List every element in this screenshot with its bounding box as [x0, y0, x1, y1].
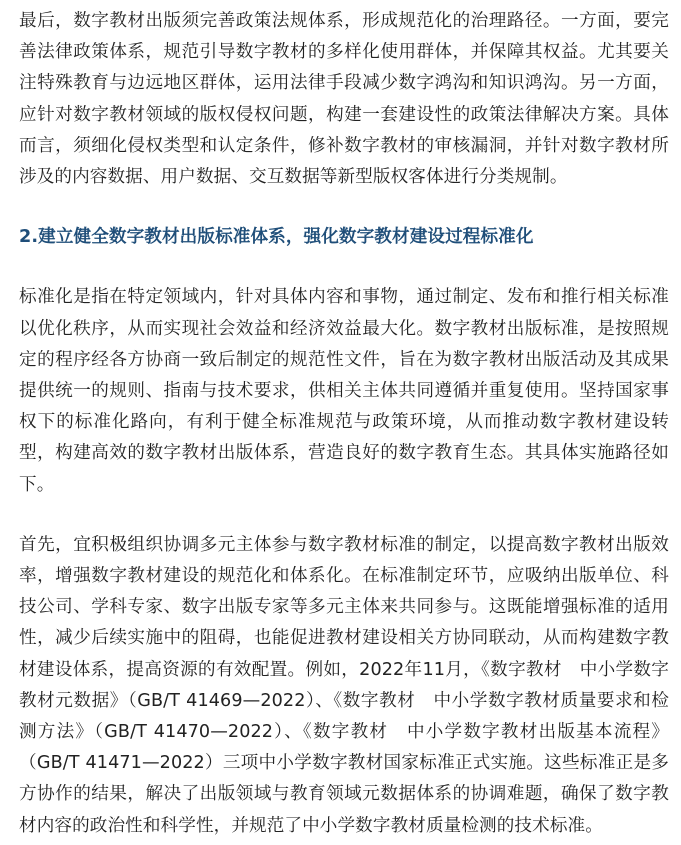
section-heading-standards: 2.建立健全数字教材出版标准体系，强化数字教材建设过程标准化 — [19, 227, 534, 248]
paragraph-standardization-definition: 标准化是指在特定领域内，针对具体内容和事物，通过制定、发布和推行相关标准以优化秩序，从而实现社会效益和经济效益最大化。数字教材出版标准，是按照规定的程序经各方协商一致后制定的规范性文件，旨在为数字教材出版活动及其成果提供统一的规则、指南与技术要求，供相关主体共同遵循并重复使用。坚持国家事权下的标准化路向，有利于健全标准规范与政策环境，从而推动数字教材建设转型，构建高效的数字教材出版体系，营造良好的数字教育生态。其具体实施路径如下。 — [19, 287, 669, 495]
paragraph-gap — [19, 193, 669, 222]
paragraph-multi-stakeholder: 首先，宜积极组织协调多元主体参与数字教材标准的制定，以提高数字教材出版效率，增强数字教材建设的规范化和体系化。在标准制定环节，应吸纳出版单位、科技公司、学科专家、数字出版专家等多元主体来共同参与。这既能增强标准的适用性，减少后续实施中的阻碍，也能促进教材建设相关方协同联动，从而构建数字教材建设体系，提高资源的有效配置。例如，2022年11月，《数字教材 中小学数字教材元数据》（GB/T 41469—2022）、《数字教材 中小学数字教材质量要求和检测方法》（GB/T 41470—2022）、《数字教材 中小学数字教材出版基本流程》（GB/T 41471—2022）三项中小学数字教材国家标准正式实施。这些标准正是多方协作的结果，解决了出版领域与教育领域元数据体系的协调难题，确保了数字教材内容的政治性和科学性，并规范了中小学数字教材质量检测的技术标准。 — [19, 534, 669, 836]
article-body — [19, 6, 669, 842]
paragraph-gap — [19, 501, 669, 530]
paragraph-policy-framework: 最后，数字教材出版须完善政策法规体系，形成规范化的治理路径。一方面，要完善法律政策体系，规范引导数字教材的多样化使用群体，并保障其权益。尤其要关注特殊教育与边远地区群体，运用法律手段减少数字鸿沟和知识鸿沟。另一方面，应针对数字教材领域的版权侵权问题，构建一套建设性的政策法律解决方案。具体而言，须细化侵权类型和认定条件，修补数字教材的审核漏洞，并针对数字教材所涉及的内容数据、用户数据、交互数据等新型版权客体进行分类规制。 — [19, 11, 669, 188]
paragraph-gap — [19, 253, 669, 282]
